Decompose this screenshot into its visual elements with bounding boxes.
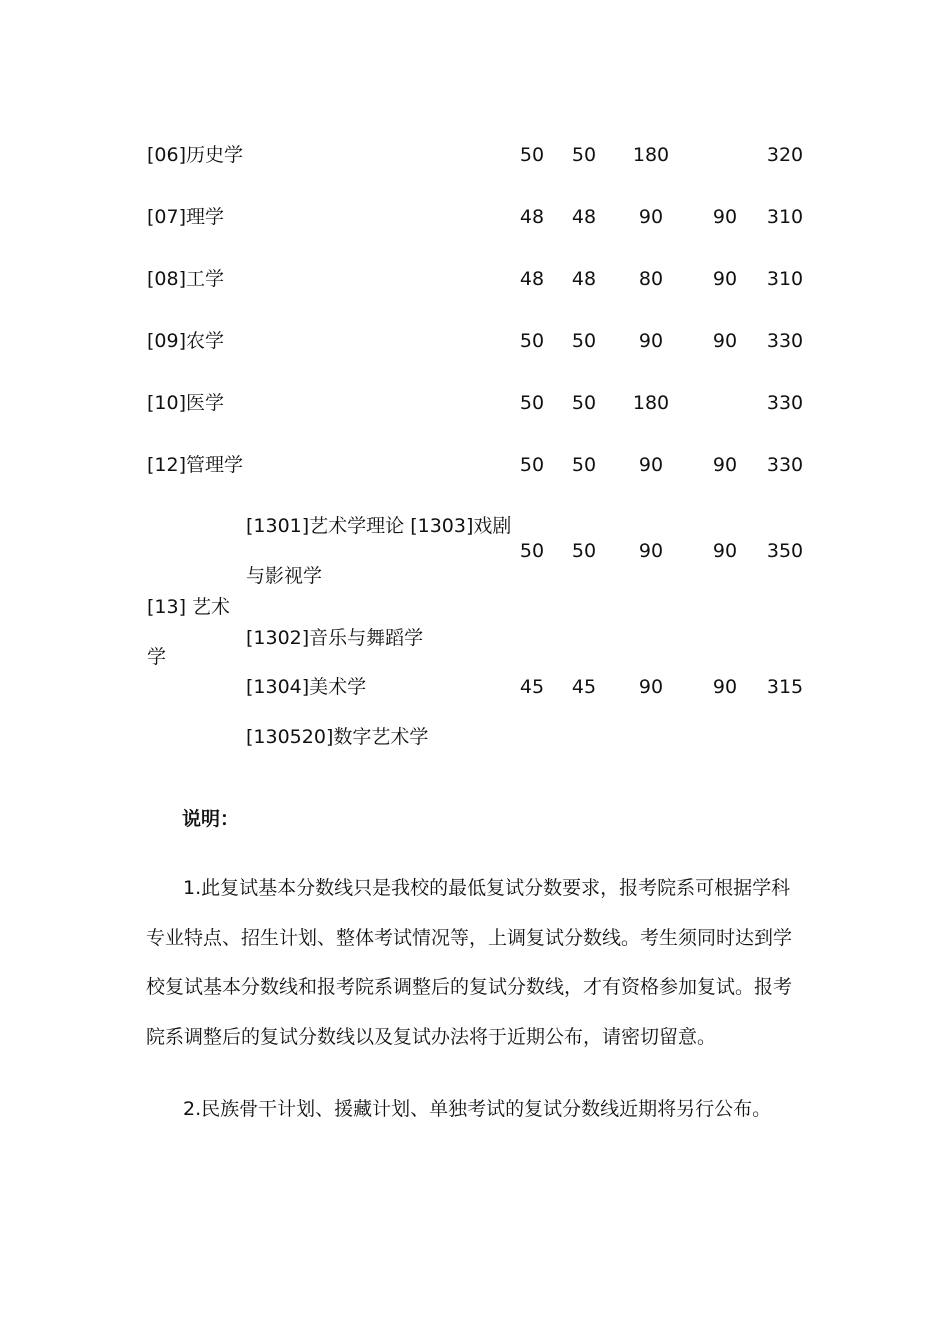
score-subject-1: 90: [638, 206, 664, 228]
score-foreign-language: 50: [571, 144, 597, 166]
score-total: 330: [766, 454, 804, 476]
score-subject-1: 80: [638, 268, 664, 290]
score-total: 310: [766, 268, 804, 290]
score-politics: 50: [519, 392, 545, 414]
score-subject-1: 90: [638, 454, 664, 476]
score-subject-1: 90: [638, 540, 664, 562]
score-politics: 50: [519, 454, 545, 476]
score-total: 330: [766, 330, 804, 352]
row-name: [10]医学: [147, 392, 225, 414]
score-subject-1: 180: [632, 144, 670, 166]
note-paragraph-1: 1.此复试基本分数线只是我校的最低复试分数要求，报考院系可根据学科专业特点、招生计划、整体考试情况等，上调复试分数线。考生须同时达到学校复试基本分数线和报考院系调整后的复试分数线，才有资格参加复试。报考院系调整后的复试分数线以及复试办法将于近期公布，请密切留意。: [146, 877, 793, 1048]
score-subject-1: 90: [638, 676, 664, 698]
notes-title: 说明：: [182, 808, 240, 830]
score-politics: 45: [519, 676, 545, 698]
row-name: [07]理学: [147, 206, 225, 228]
score-foreign-language: 48: [571, 268, 597, 290]
score-subject-2: 90: [712, 268, 738, 290]
score-politics: 48: [519, 268, 545, 290]
score-total: 330: [766, 392, 804, 414]
score-foreign-language: 45: [571, 676, 597, 698]
art-sub-music-dance: [1302]音乐与舞蹈学: [246, 627, 424, 649]
score-total: 310: [766, 206, 804, 228]
score-politics: 48: [519, 206, 545, 228]
art-sub-fine-arts: [1304]美术学: [246, 676, 367, 698]
score-subject-2: 90: [712, 206, 738, 228]
row-name: [06]历史学: [147, 144, 244, 166]
art-sub-theory-drama: [1301]艺术学理论 [1303]戏剧: [246, 515, 512, 537]
note-paragraph-2: 2.民族骨干计划、援藏计划、单独考试的复试分数线近期将另行公布。: [183, 1098, 772, 1120]
score-foreign-language: 50: [571, 330, 597, 352]
score-subject-2: 90: [712, 676, 738, 698]
art-sub-theory-drama-cont: 与影视学: [246, 565, 323, 587]
score-foreign-language: 50: [571, 454, 597, 476]
score-politics: 50: [519, 330, 545, 352]
row-name: [08]工学: [147, 268, 225, 290]
art-group-label-cont: 学: [147, 646, 167, 668]
row-name: [12]管理学: [147, 454, 244, 476]
score-foreign-language: 50: [571, 392, 597, 414]
art-sub-digital-art: [130520]数字艺术学: [246, 726, 429, 748]
score-subject-1: 90: [638, 330, 664, 352]
score-subject-2: 90: [712, 540, 738, 562]
score-total: 320: [766, 144, 804, 166]
score-foreign-language: 48: [571, 206, 597, 228]
score-subject-2: 90: [712, 454, 738, 476]
score-politics: 50: [519, 540, 545, 562]
art-group-label: [13] 艺术: [147, 596, 231, 618]
score-total: 350: [766, 540, 804, 562]
score-total: 315: [766, 676, 804, 698]
score-subject-1: 180: [632, 392, 670, 414]
row-name: [09]农学: [147, 330, 225, 352]
score-subject-2: 90: [712, 330, 738, 352]
score-foreign-language: 50: [571, 540, 597, 562]
score-politics: 50: [519, 144, 545, 166]
